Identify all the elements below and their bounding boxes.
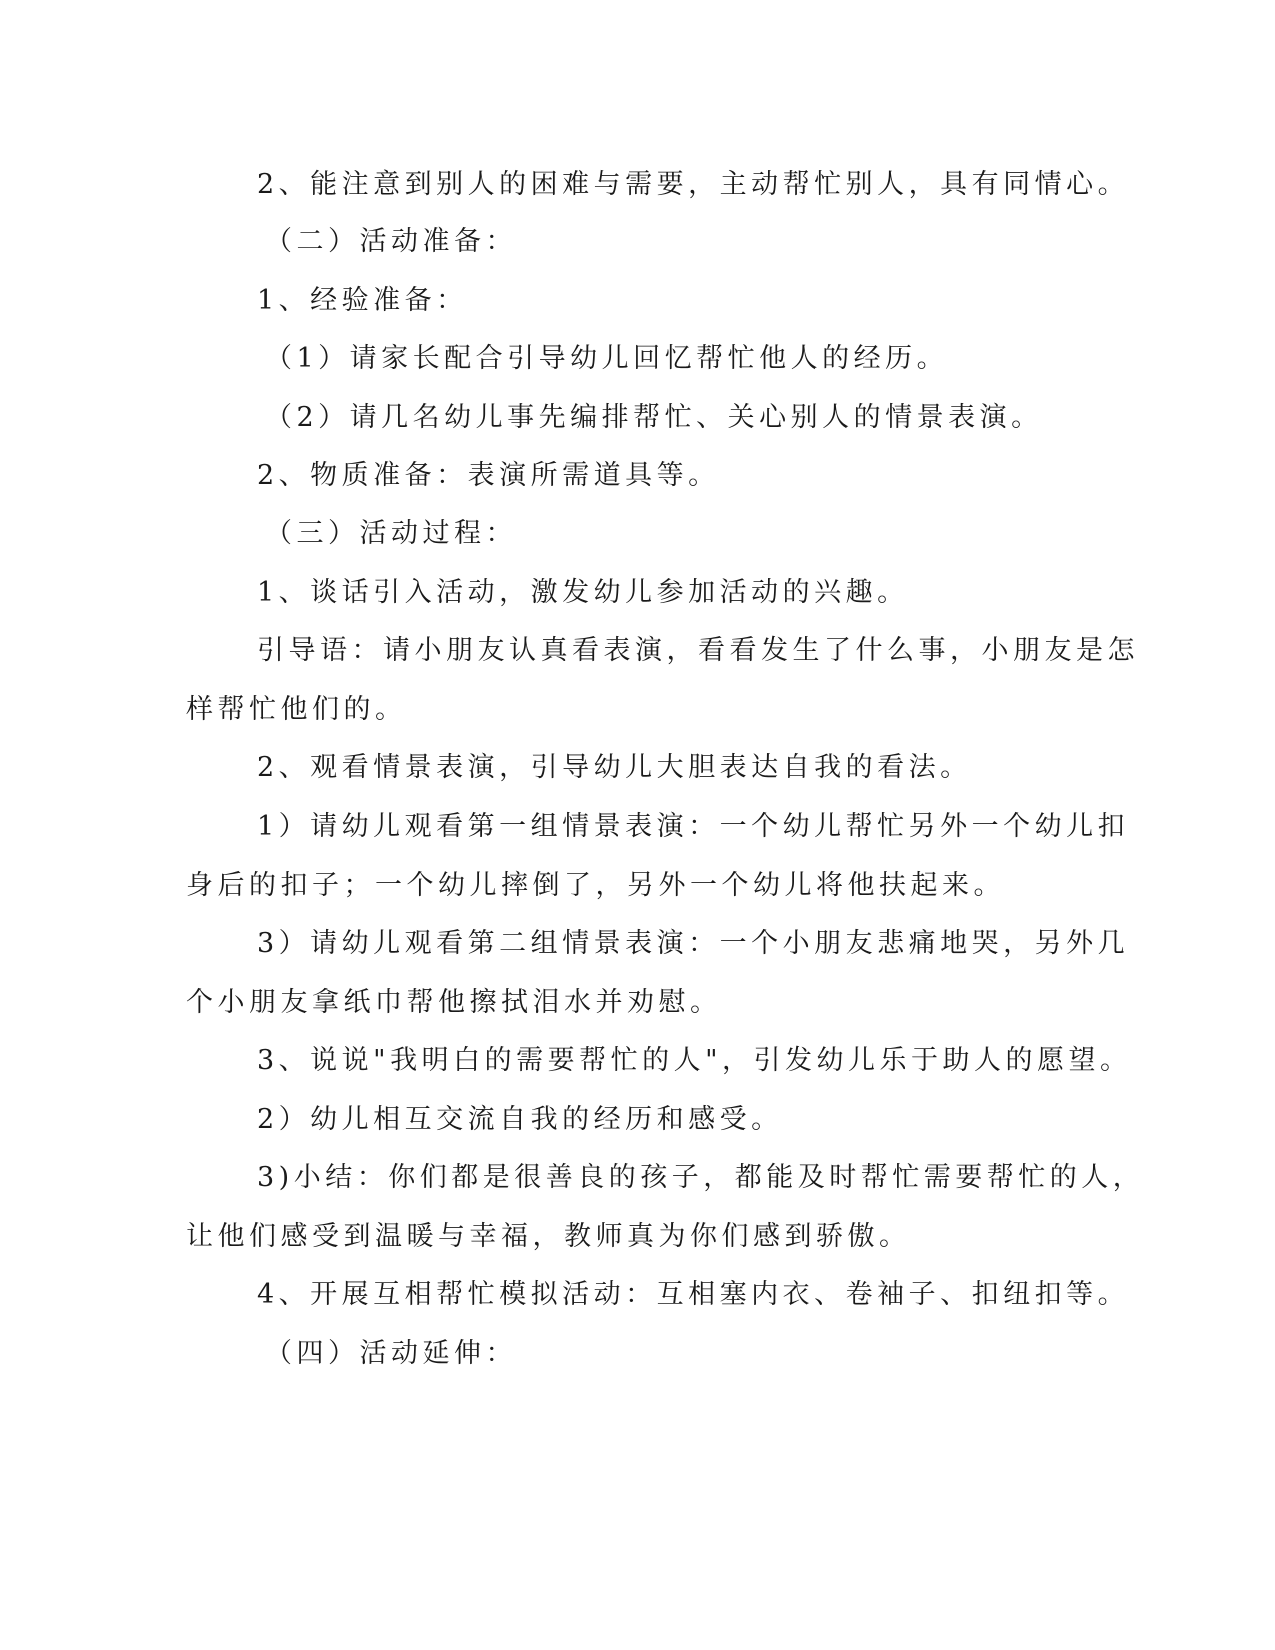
paragraph-experience-prep: 1、经验准备：: [257, 285, 468, 316]
paragraph-scene-1-line-2: 身后的扣子；一个幼儿摔倒了，另外一个幼儿将他扶起来。: [186, 870, 1005, 901]
paragraph-material-prep: 2、物质准备：表演所需道具等。: [257, 460, 720, 491]
paragraph-guide-line-1: 引导语：请小朋友认真看表演，看看发生了什么事，小朋友是怎: [257, 635, 1139, 666]
paragraph-exchange: 2）幼儿相互交流自我的经历和感受。: [257, 1104, 783, 1135]
paragraph-scene-2-line-1: 3）请幼儿观看第二组情景表演：一个小朋友悲痛地哭，另外几: [257, 928, 1130, 959]
paragraph-scene-2-line-2: 个小朋友拿纸巾帮他擦拭泪水并劝慰。: [186, 987, 722, 1018]
paragraph-summary-line-2: 让他们感受到温暖与幸福，教师真为你们感到骄傲。: [186, 1221, 911, 1252]
paragraph-process-3: 3、说说"我明白的需要帮忙的人"，引发幼儿乐于助人的愿望。: [257, 1045, 1132, 1076]
paragraph-scene-1-line-1: 1）请幼儿观看第一组情景表演：一个幼儿帮忙另外一个幼儿扣: [257, 811, 1130, 842]
paragraph-process-1: 1、谈话引入活动，激发幼儿参加活动的兴趣。: [257, 577, 909, 608]
paragraph-process-2: 2、观看情景表演，引导幼儿大胆表达自我的看法。: [257, 752, 972, 783]
paragraph-process-4: 4、开展互相帮忙模拟活动：互相塞内衣、卷袖子、扣纽扣等。: [257, 1279, 1130, 1310]
section-heading-extension: （四）活动延伸：: [265, 1338, 517, 1369]
paragraph-summary-line-1: 3)小结：你们都是很善良的孩子，都能及时帮忙需要帮忙的人，: [257, 1162, 1145, 1193]
paragraph-prep-item-2: （2）请几名幼儿事先编排帮忙、关心别人的情景表演。: [265, 402, 1043, 433]
paragraph-prep-item-1: （1）请家长配合引导幼儿回忆帮忙他人的经历。: [265, 343, 949, 374]
paragraph-goal-2: 2、能注意到别人的困难与需要，主动帮忙别人，具有同情心。: [257, 169, 1130, 200]
section-heading-process: （三）活动过程：: [265, 518, 517, 549]
paragraph-guide-line-2: 样帮忙他们的。: [186, 694, 407, 725]
section-heading-preparation: （二）活动准备：: [265, 226, 517, 257]
